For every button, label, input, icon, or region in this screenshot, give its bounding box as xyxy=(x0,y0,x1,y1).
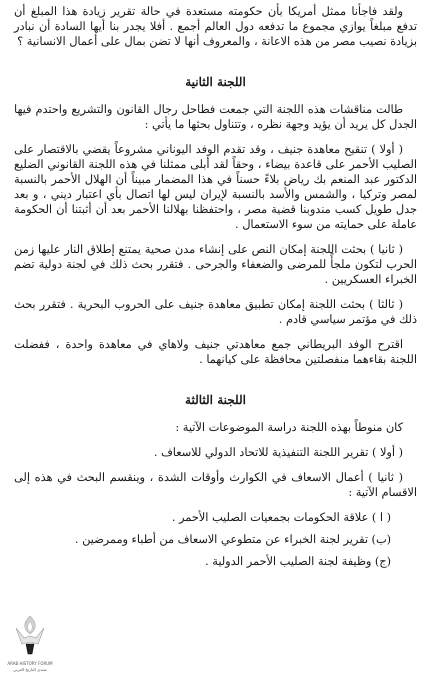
list-item: (ج) وظيفة لجنة الصليب الأحمر الدولية . xyxy=(205,555,391,568)
list-item: ( ا ) علاقة الحكومات بجمعيات الصليب الأحمر . xyxy=(171,511,391,524)
section-2-paragraph-1: طالت مناقشات هذه اللجنة التي جمعت فطاحل رجال القانون والتشريع واحتدم فيها الجدل كل يريد أن يؤيد وجهة نظره ، وتتناول بحثها ما يأتي : xyxy=(14,103,417,131)
section-3-paragraph-1: كان منوطاً بهذه اللجنة دراسة الموضوعات الآتية : xyxy=(175,421,403,434)
torch-emblem-icon xyxy=(10,614,50,656)
section-3-paragraph-3: ( ثانيا ) أعمال الاسعاف في الكوارث وأوقات الشدة ، وينقسم البحث في هذه إلى الاقسام الآتية : xyxy=(14,471,417,499)
section-2-title: اللجنة الثانية xyxy=(185,75,246,89)
forum-watermark-logo xyxy=(4,614,56,672)
watermark-caption-arabic: منتدى التاريخ العربي xyxy=(13,667,47,672)
section-3-paragraph-2: ( أولا ) تقرير اللجنة التنفيذية للاتحاد الدولي للاسعاف . xyxy=(153,446,403,459)
subsection-list xyxy=(14,510,417,569)
list-item: (ب) تقرير لجنة الخبراء عن متطوعي الاسعاف من أطباء وممرضين . xyxy=(74,533,391,546)
section-2-paragraph-4: ( ثالثا ) بحثت اللجنة إمكان تطبيق معاهدة جنيف على الحروب البحرية . فتقرر بحث ذلك في مؤتمر سياسي قادم . xyxy=(14,298,417,326)
section-2-paragraph-5: اقترح الوفد البريطاني جمع معاهدتي جنيف ولاهاي في معاهدة واحدة ، ففضلت اللجنة بقاءهما منفصلتين محافظة على كيانهما . xyxy=(14,338,417,366)
section-2-paragraph-2: ( أولا ) تنقيح معاهدة جنيف ، وقد تقدم الوفد اليوناني مشروعاً يقضي بالاقتصار على الصليب الأحمر على قاعدة بيضاء ، وحقاً لقد أبلى ممثلنا في هذه اللجنة القانوني الضليع الدكتور عبد المنعم بك رياض بلاءً حسناً في هذا المضمار مبيناً أن الهلال الأحمر بالنسبة لمصر وتركيا ، والشمس والأسد بالنسبة لإيران ليس لها اتصال بأي اعتبار ديني ، و بعد جدل طويل كسب مندوبنا قضية مصر ، واحتفظنا بهلالنا الأحمر بعد أن أثبتنا أن الحكومة عاملة على حمايته من سوء الاستعمال . xyxy=(14,143,417,231)
watermark-caption-latin: ARAB HISTORY FORUM xyxy=(7,661,53,666)
intro-paragraph: ولقد فاجأنا ممثل أمريكا بأن حكومته مستعدة في حالة تقرير زيادة هذا المبلغ أن تدفع مبلغاً يوازي مجموع ما تدفعه دول العالم أجمع . أفلا يجدر بنا أيها السادة أن نبادر بزيادة نصيب مصر من هذه الاعانة ، والمعروف أنها لا تضن بمال على أعمال الانسانية ؟ xyxy=(14,5,417,48)
section-3-title: اللجنة الثالثة xyxy=(185,393,246,407)
section-2-paragraph-3: ( ثانيا ) بحثت اللجنة إمكان النص على إنشاء مدن صحية يمتنع إطلاق النار عليها زمن الحرب لتكون ملجأً للمرضى والضعفاء والجرحى . فتقرر بحث ذلك في لجنة دولية تضم الخبراء العسكريين . xyxy=(14,243,417,286)
